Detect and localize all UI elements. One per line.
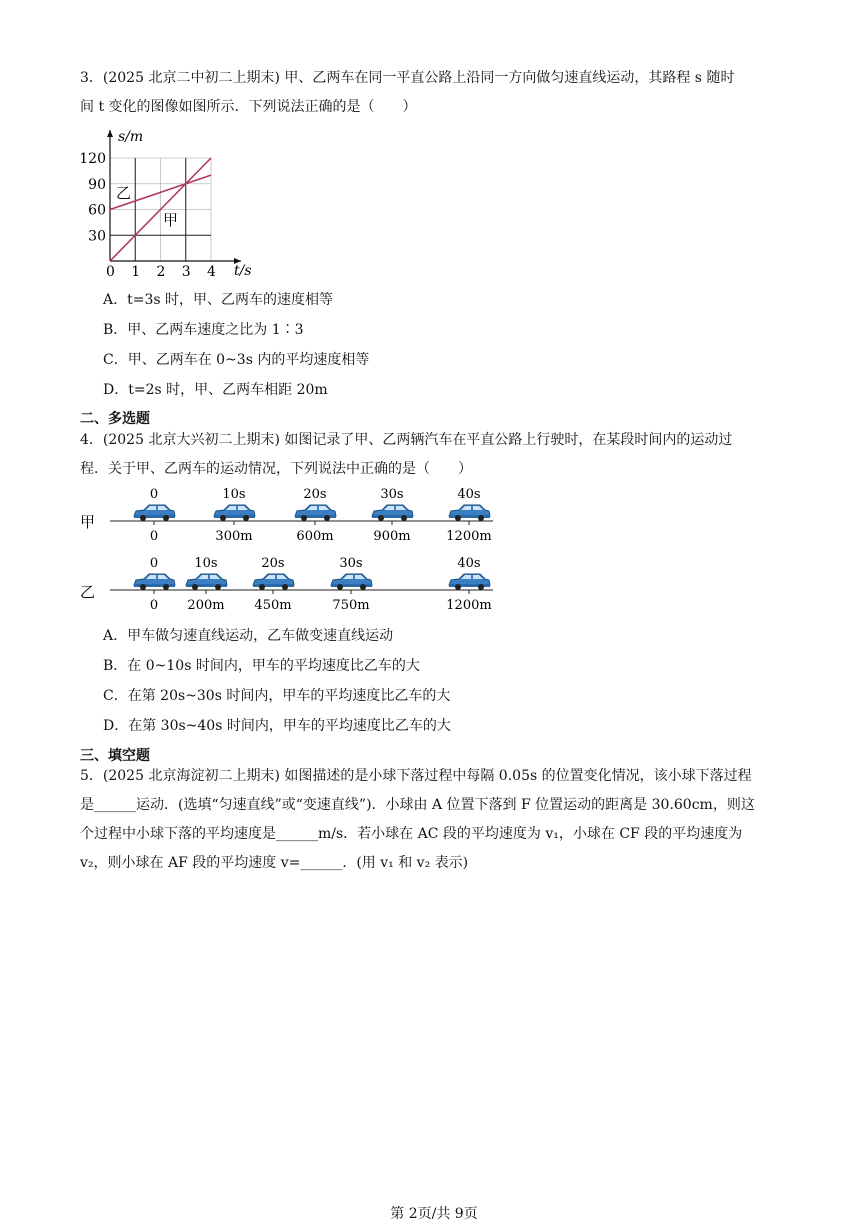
q3-option-a[interactable]: A．t=3s 时，甲、乙两车的速度相等 [103,292,334,308]
q3-option-b[interactable]: B．甲、乙两车速度之比为 1∶3 [103,322,304,338]
q4-option-b[interactable]: B．在 0~10s 时间内，甲车的平均速度比乙车的大 [103,658,420,674]
q4-stem-line2: 程．关于甲、乙两车的运动情况，下列说法中正确的是（ ） [80,461,472,477]
car-icon [449,505,490,521]
series-label-jia: 甲 [163,211,179,229]
q5-stem-line3: 个过程中小球下落的平均速度是______m/s．若小球在 AC 段的平均速度为 v₁，小球在 CF 段的平均速度为 [80,826,743,842]
q3-stem-line1: 3．(2025 北京二中初二上期末) 甲、乙两车在同一平直公路上沿同一方向做匀速直线运动，其路程 s 随时 [80,70,735,86]
time-label: 10s [222,487,246,502]
time-label: 20s [261,556,285,571]
distance-label: 1200m [446,529,492,544]
time-label: 30s [339,556,363,571]
q4-option-a[interactable]: A．甲车做匀速直线运动，乙车做变速直线运动 [103,628,394,644]
q5-stem-line2: 是______运动．(选填“匀速直线”或“变速直线”)．小球由 A 位置下落到 F 位置运动的距离是 30.60cm，则这 [80,797,755,813]
car-b-label: 乙 [80,583,96,601]
distance-label: 750m [332,598,370,613]
y-tick-label: 90 [88,176,106,193]
y-tick-label: 30 [88,228,106,245]
car-icon [214,505,255,521]
q5-stem-line4: v₂，则小球在 AF 段的平均速度 v=______．(用 v₁ 和 v₂ 表示) [80,855,469,871]
car-icon [134,505,175,521]
car-icon [134,574,175,590]
x-tick-label: 4 [207,264,216,280]
distance-label: 0 [149,598,159,613]
page-footer: 第 2页/共 9页 [390,1206,478,1222]
car-a-label: 甲 [80,513,96,531]
time-label: 0 [149,487,159,502]
q3-option-d[interactable]: D．t=2s 时，甲、乙两车相距 20m [103,382,328,398]
car-icon [331,574,372,590]
distance-label: 200m [187,598,225,613]
q4-option-c[interactable]: C．在第 20s~30s 时间内，甲车的平均速度比乙车的大 [103,688,451,704]
section-multi-choice-title: 二、多选题 [80,411,150,427]
y-axis-arrow [107,130,113,137]
y-tick-label: 120 [79,151,106,167]
time-label: 10s [194,556,218,571]
x-tick-label: 1 [131,264,141,280]
distance-label: 1200m [446,598,492,613]
distance-label: 600m [296,529,334,544]
time-label: 40s [457,556,481,571]
q4-option-d[interactable]: D．在第 30s~40s 时间内，甲车的平均速度比乙车的大 [103,718,451,734]
car-icon [449,574,490,590]
section-fill-blank-title: 三、填空题 [80,748,150,764]
y-axis-label: s/m [118,129,144,145]
q5-stem-line1: 5．(2025 北京海淀初二上期末) 如图描述的是小球下落过程中每隔 0.05s 的位置变化情况，该小球下落过程 [80,768,752,784]
series-label-yi: 乙 [116,184,132,202]
distance-label: 0 [149,529,159,544]
car-icon [372,505,413,521]
time-label: 40s [457,487,481,502]
car-icon [295,505,336,521]
x-tick-label: 3 [181,264,191,280]
distance-label: 900m [373,529,411,544]
y-tick-label: 60 [88,202,106,219]
q3-chart [72,122,262,282]
q4-figure [75,482,500,617]
car-icon [186,574,227,590]
q3-option-c[interactable]: C．甲、乙两车在 0~3s 内的平均速度相等 [103,352,370,368]
car-b-track [134,556,492,613]
time-label: 20s [303,487,327,502]
distance-label: 450m [254,598,292,613]
distance-label: 300m [215,529,253,544]
time-label: 0 [149,556,159,571]
x-axis-label: t/s [234,263,252,279]
x-tick-label: 2 [156,264,166,280]
car-icon [253,574,294,590]
q3-stem-line2: 间 t 变化的图像如图所示．下列说法正确的是（ ） [80,99,417,115]
car-a-track [134,487,492,544]
time-label: 30s [380,487,404,502]
x-tick-label: 0 [106,264,115,280]
q4-stem-line1: 4．(2025 北京大兴初二上期末) 如图记录了甲、乙两辆汽车在平直公路上行驶时，在某段时间内的运动过 [80,432,733,448]
